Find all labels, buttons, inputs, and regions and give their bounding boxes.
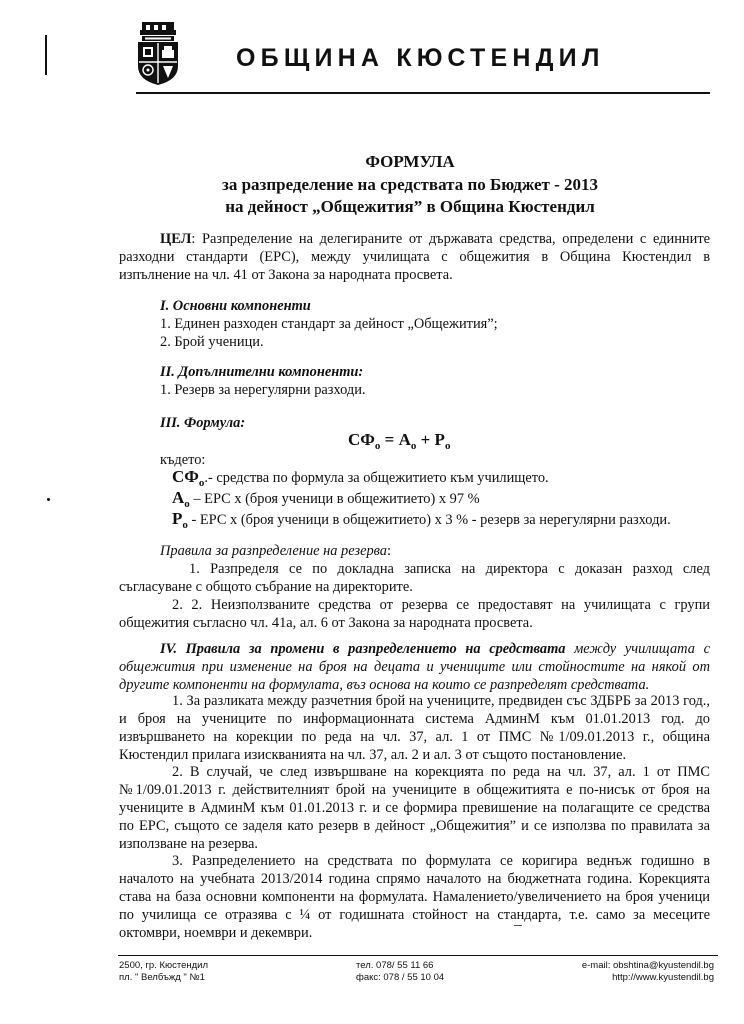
document-title: ФОРМУЛА [365, 152, 455, 171]
footer-divider [118, 955, 718, 956]
footer-fax: факс: 078 / 55 10 04 [356, 972, 445, 983]
footer-website: http://www.kyustendil.bg [612, 972, 714, 983]
paragraph-line: 2. В случай, че след извършване на корекцията по реда на чл. 37, ал. 1 от ПМС [172, 764, 710, 780]
reserve-rule1-line2: съгласуване с общото събрание на директорите. [119, 579, 413, 595]
header-divider [136, 92, 710, 94]
section4-heading-line2: общежития при изменение на броя на децата и учениците или стойностите на някой от [119, 659, 710, 675]
stray-dot [47, 498, 50, 501]
section2-heading: II. Допълнителни компоненти: [160, 364, 364, 380]
paragraph-line: октомври, ноември и декември. [119, 925, 313, 941]
stray-mark [514, 925, 522, 926]
section2-item: 1. Резерв за нерегулярни разходи. [160, 382, 366, 398]
paragraph-line: извършването на корекции по реда на чл. 37, ал. 1 от ПМС №1/09.01.2013 г., община [119, 729, 710, 745]
section4-heading-line3: другите компоненти на формулата, въз основа на които се разпределят средствата. [119, 677, 650, 693]
reserve-rule2-line2: общежития съгласно чл. 41а, ал. 6 от Закона за народната просвета. [119, 615, 533, 631]
section3-heading: III. Формула: [160, 415, 246, 431]
paragraph-line: учениците в АдминМ към 01.01.2013 г. и се формира превишение на полагащите се средства [119, 800, 710, 816]
formula: $СФ_о = А_о + Р_о$ [348, 430, 451, 452]
scan-artifact-line [45, 35, 47, 75]
reserve-rule2-line1: 2. 2. Неизползваните средства от резерва се предоставят на училищата с групи [172, 597, 710, 613]
section1-heading: I. Основни компоненти [160, 298, 311, 314]
paragraph-line: става на база основни компоненти на формулата. Намалението/увеличението на броя ученици [119, 889, 710, 905]
paragraph-line: 3. Разпределението на средствата по формулата се коригира веднъж годишно в [172, 853, 710, 869]
where-label: където: [160, 452, 206, 468]
paragraph-line: използване на резерва. [119, 836, 258, 852]
reserve-rule1-line1: 1. Разпределя се по докладна записка на директора с доказан разход след [189, 561, 710, 577]
document-subtitle-line2: на дейност „Общежития” в Община Кюстендил [225, 197, 595, 216]
coat-of-arms-logo [136, 22, 180, 86]
footer-phone: тел. 078/ 55 11 66 [356, 960, 434, 971]
section1-item: 1. Единен разходен стандарт за дейност „Общежития”; [160, 316, 498, 332]
definition-a: $А_о$ – ЕРС х (броя ученици в общежитието) х 97 % [172, 488, 480, 510]
paragraph-line: началото на учебната 2013/2014 година спрямо началото на бюджетната година. Корекцията [119, 871, 710, 887]
definition-p: $Р_о$ - ЕРС х (броя ученици в общежитието) х 3 % - резерв за нерегулярни разходи. [172, 509, 671, 531]
footer-address-line2: пл. " Велбъжд " №1 [119, 972, 205, 983]
reserve-rules-heading: Правила за разпределение на резерва: [160, 543, 391, 559]
paragraph-line: и броя на учениците по информационната система АдминМ към 01.01.2013 год. до [119, 711, 710, 727]
paragraph-line: по училища се отразява с ¼ от годишната стойност на стандарта, т.е. само за месеците [119, 907, 710, 923]
paragraph-line: 1. За разликата между разчетния брой на учениците, предвиден със ЗДБРБ за 2013 год., [172, 693, 710, 709]
goal-label: ЦЕЛ [160, 231, 192, 247]
goal-line3: изпълнение на чл. 41 от Закона за народната просвета. [119, 267, 453, 283]
paragraph-line: №1/09.01.2013 г. действителният брой на учениците в общежитията е по-нисък от броя на [119, 782, 710, 798]
org-name-header: ОБЩИНА КЮСТЕНДИЛ [236, 44, 605, 72]
footer-email: e-mail: obshtina@kyustendil.bg [581, 960, 714, 971]
paragraph-line: Кюстендил прилага изискванията на чл. 37, ал. 2 и ал. 3 от същото постановление. [119, 747, 627, 763]
footer-address-line1: 2500, гр. Кюстендил [119, 960, 209, 971]
goal-line1: ЦЕЛ: Разпределение на делегираните от държавата средства, определени с единните [160, 231, 710, 247]
definition-sf: $СФ_о.-$ средства по формула за общежитието към училището. [172, 467, 549, 489]
document-subtitle-line1: за разпределение на средствата по Бюджет - 2013 [221, 175, 599, 194]
section1-item: 2. Брой ученици. [160, 334, 264, 350]
section4-heading-line1: IV. Правила за промени в разпределението на средствата между училищата с [160, 641, 710, 657]
paragraph-line: по ЕРС, същото се заделя като резерв в дейност „Общежития” и се използва по правилата за [119, 818, 710, 834]
goal-line2: разходни стандарти (ЕРС), между училищата с общежития в Община Кюстендил в [119, 249, 710, 265]
